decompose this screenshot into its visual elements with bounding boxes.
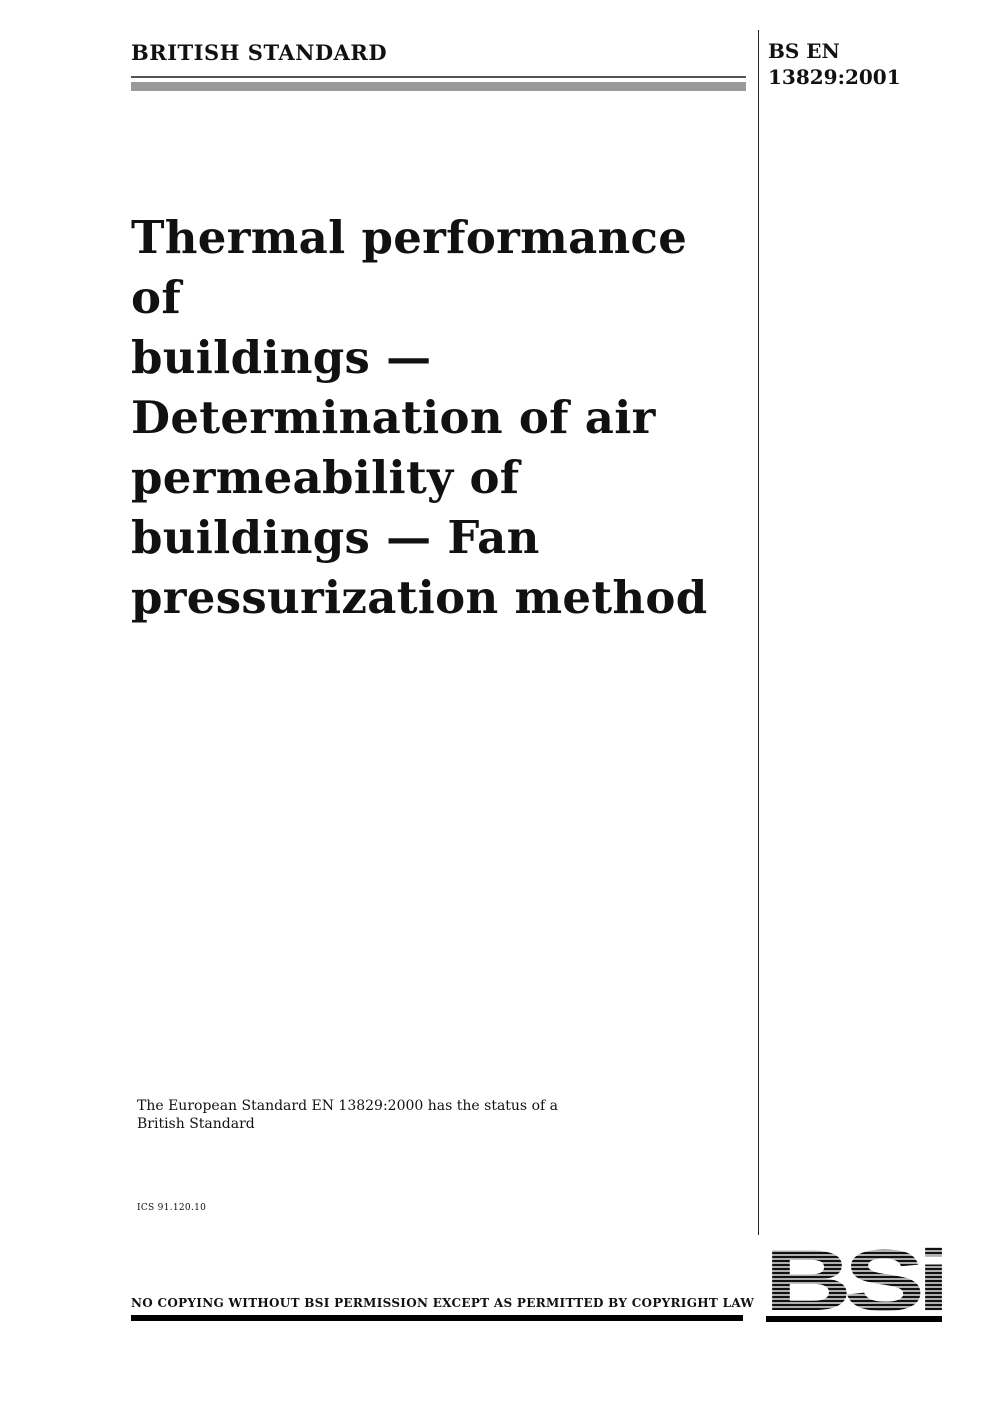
status-note [137, 1097, 567, 1133]
title-line: buildings — [131, 331, 432, 384]
standard-number-line1: BS EN [768, 39, 840, 63]
ics-code: ICS 91.120.10 [137, 1203, 207, 1213]
document-type-label: BRITISH STANDARD [131, 40, 388, 65]
header-rule-grey [131, 82, 746, 91]
copyright-notice: NO COPYING WITHOUT BSI PERMISSION EXCEPT AS PERMITTED BY COPYRIGHT LAW [131, 1296, 755, 1310]
title-line: pressurization method [131, 571, 708, 624]
title-line: Thermal performance of [131, 211, 688, 324]
title-line: Determination of air [131, 391, 656, 444]
margin-divider [758, 30, 759, 1235]
standard-number-line2: 13829:2001 [768, 65, 901, 89]
header-rule-thin [131, 76, 746, 78]
bsi-logo-icon [766, 1244, 942, 1322]
logo-underline [766, 1316, 942, 1322]
status-note-line2: British Standard [137, 1116, 255, 1132]
title-line: buildings — Fan [131, 511, 540, 564]
status-note-line1: The European Standard EN 13829:2000 has the status of a [137, 1098, 558, 1114]
document-title [131, 208, 741, 628]
standard-number [768, 38, 901, 90]
bsi-logo [766, 1244, 942, 1322]
footer-rule [131, 1315, 743, 1321]
title-line: permeability of [131, 451, 520, 504]
